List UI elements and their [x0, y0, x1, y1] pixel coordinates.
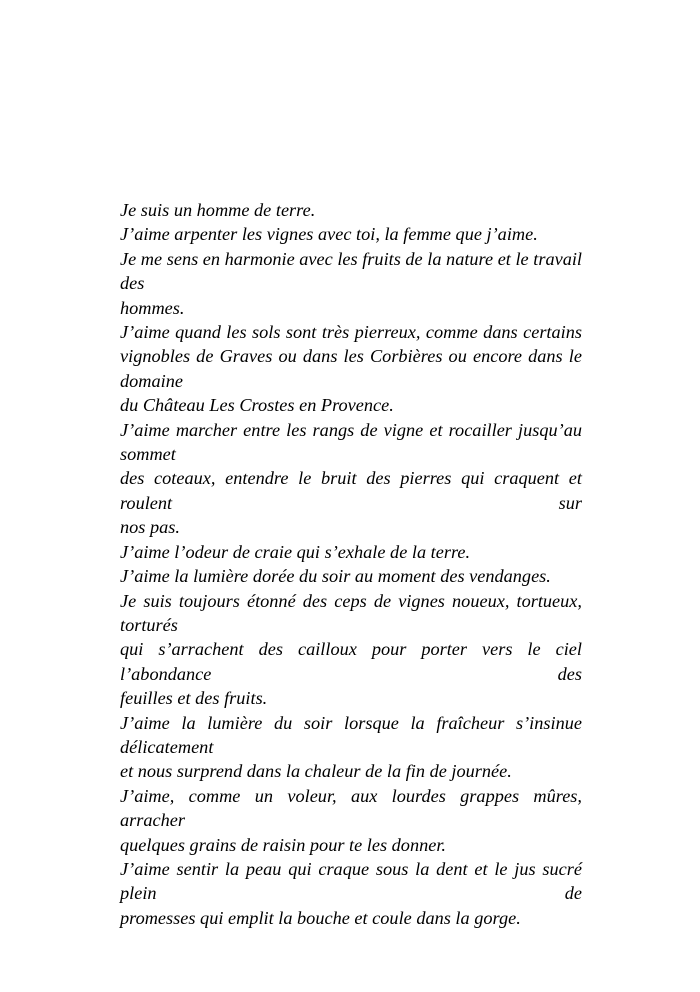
text-line: J’aime la lumière du soir lorsque la fraîcheur s’insinue délicatement: [120, 712, 582, 757]
text-line: promesses qui emplit la bouche et coule dans la gorge.: [120, 907, 521, 928]
text-line: J’aime l’odeur de craie qui s’exhale de la terre.: [120, 541, 471, 562]
paragraph: [120, 564, 582, 588]
text-line: nos pas.: [120, 517, 180, 538]
text-line: qui s’arrachent des cailloux pour porter vers le ciel l’abondance des: [120, 639, 582, 684]
text-line: feuilles et des fruits.: [120, 688, 268, 709]
paragraph: [120, 540, 582, 564]
text-line: vignobles de Graves ou dans les Corbières ou encore dans le domaine: [120, 346, 582, 391]
text-line: quelques grains de raisin pour te les donner.: [120, 834, 446, 855]
paragraph: [120, 784, 582, 857]
text-line: J’aime quand les sols sont très pierreux, comme dans certains: [120, 322, 582, 343]
text-line: J’aime sentir la peau qui craque sous la dent et le jus sucré plein de: [120, 858, 582, 904]
paragraph: [120, 857, 582, 930]
paragraph: [120, 247, 582, 320]
text-line: du Château Les Crostes en Provence.: [120, 395, 394, 416]
poem-text: [120, 198, 582, 930]
text-line: des coteaux, entendre le bruit des pierres qui craquent et roulent sur: [120, 468, 582, 513]
text-line: hommes.: [120, 297, 185, 318]
text-line: Je suis un homme de terre.: [120, 200, 316, 220]
text-line: Je suis toujours étonné des ceps de vignes noueux, tortueux, torturés: [120, 590, 582, 635]
paragraph: [120, 711, 582, 784]
paragraph: [120, 418, 582, 540]
text-line: J’aime la lumière dorée du soir au moment des vendanges.: [120, 566, 551, 587]
paragraph: [120, 320, 582, 418]
text-line: J’aime arpenter les vignes avec toi, la femme que j’aime.: [120, 224, 538, 245]
text-line: J’aime, comme un voleur, aux lourdes grappes mûres, arracher: [120, 785, 582, 831]
text-line: et nous surprend dans la chaleur de la fin de journée.: [120, 761, 512, 782]
paragraph: [120, 222, 582, 246]
paragraph: [120, 198, 582, 222]
paragraph: [120, 589, 582, 711]
text-line: J’aime marcher entre les rangs de vigne et rocailler jusqu’au sommet: [120, 419, 582, 465]
text-line: Je me sens en harmonie avec les fruits de la nature et le travail des: [120, 248, 582, 294]
